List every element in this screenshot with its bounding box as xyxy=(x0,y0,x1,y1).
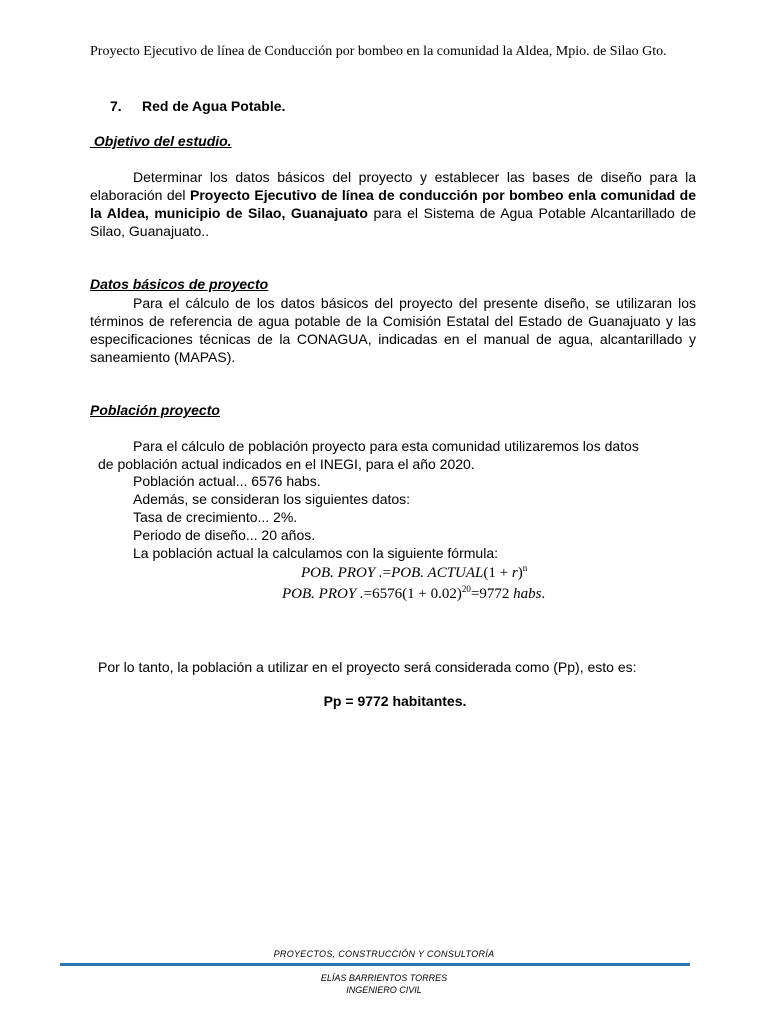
formula-2-unit: habs xyxy=(513,586,542,602)
objetivo-paragraph xyxy=(90,168,696,240)
formula-2-exponent: 20 xyxy=(461,584,471,594)
formula-1-exponent: n xyxy=(522,563,528,573)
formula-1-one-plus: 1 + xyxy=(488,565,512,581)
population-result: Pp = 9772 habitantes. xyxy=(323,693,467,709)
poblacion-item: Además, se consideran los siguientes datos: xyxy=(133,491,411,507)
formula-2-paren-open: ( xyxy=(402,586,408,602)
formula-1 xyxy=(301,563,527,582)
objetivo-text-bold: Proyecto Ejecutivo de línea de conducción por bombeo enla comunidad de la Aldea, municipio de Silao, Guanajuato xyxy=(90,187,696,221)
formula-1-left: POB. PROY . xyxy=(301,565,383,581)
formula-2-eq2: = xyxy=(470,586,480,602)
formula-2-eq: = xyxy=(363,586,373,602)
formula-2-left: POB. PROY . xyxy=(282,586,364,602)
footer-title: INGENIERO CIVIL xyxy=(346,985,422,995)
datos-basicos-paragraph: Para el cálculo de los datos básicos del proyecto del presente diseño, se utilizaran los términos de referencia de agua potable de la Comisión Estatal del Estado de Guanajuato y las especificaciones técnicas de la CONAGUA, indicadas en el manual de agua, alcantarillado y saneamiento (MAPAS). xyxy=(90,295,696,365)
running-header: Proyecto Ejecutivo de línea de Conducción por bombeo en la comunidad la Aldea, Mpio. de Silao Gto. xyxy=(90,44,667,59)
formula-2-value: 6576 xyxy=(372,586,403,602)
section-number: 7. xyxy=(110,98,122,114)
poblacion-item: Población actual... 6576 habs. xyxy=(133,473,321,489)
poblacion-conclusion: Por lo tanto, la población a utilizar en el proyecto será considerada como (Pp), esto es: xyxy=(98,659,637,675)
formula-2-paren-close: ) xyxy=(456,586,462,602)
formula-1-right: POB. ACTUAL xyxy=(391,565,484,581)
poblacion-item: Periodo de diseño... 20 años. xyxy=(133,527,316,543)
formula-1-eq: = xyxy=(382,565,392,581)
formula-2 xyxy=(282,584,545,603)
datos-basicos-heading: Datos básicos de proyecto xyxy=(90,276,269,292)
poblacion-intro-line1: Para el cálculo de población proyecto para esta comunidad utilizaremos los datos xyxy=(133,438,639,454)
poblacion-item: La población actual la calculamos con la siguiente fórmula: xyxy=(133,545,498,561)
objetivo-heading: Objetivo del estudio. xyxy=(90,133,232,149)
formula-1-paren-open: ( xyxy=(483,565,489,581)
poblacion-item: Tasa de crecimiento... 2%. xyxy=(133,509,298,525)
section-title xyxy=(110,98,285,114)
formula-2-dot: . xyxy=(541,586,546,602)
poblacion-intro-line2: de población actual indicados en el INEGI, para el año 2020. xyxy=(98,456,475,472)
footer-company: PROYECTOS, CONSTRUCCIÓN Y CONSULTORÍA xyxy=(273,949,495,959)
formula-2-result: 9772 xyxy=(479,586,510,602)
objetivo-text-after: para el Sistema de Agua Potable Alcantarillado de Silao, Guanajuato.. xyxy=(90,205,696,239)
section-title-text: Red de Agua Potable. xyxy=(142,98,286,114)
footer-rule xyxy=(60,963,690,966)
objetivo-text-before: Determinar los datos básicos del proyecto y establecer las bases de diseño para la elaboración del xyxy=(90,169,696,203)
formula-1-r: r xyxy=(511,565,518,581)
formula-1-paren-close: ) xyxy=(517,565,523,581)
footer-name: ELÍAS BARRIENTOS TORRES xyxy=(320,973,448,983)
poblacion-heading: Población proyecto xyxy=(90,402,220,418)
formula-2-inner: 1 + 0.02 xyxy=(407,586,457,602)
